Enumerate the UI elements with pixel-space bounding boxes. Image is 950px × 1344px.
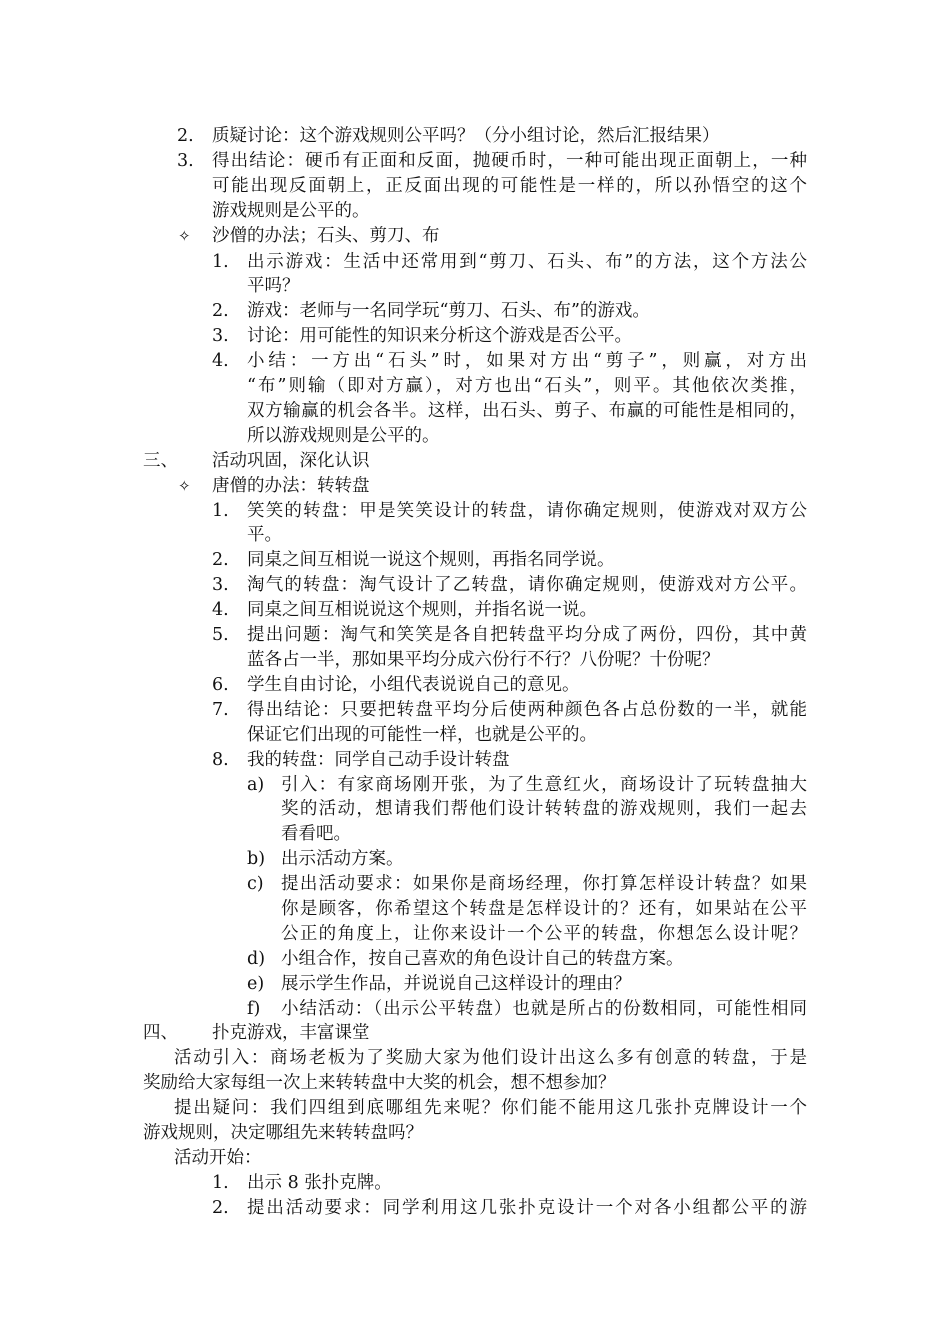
sub-heading: 沙僧的办法；石头、剪刀、布 xyxy=(212,226,440,246)
sub-list-item xyxy=(0,947,950,971)
paragraph-line: 公正的角度上，让你来设计一个公平的转盘，你想怎么设计呢？ xyxy=(281,924,807,944)
paragraph-line: 出示活动方案。 xyxy=(281,849,404,869)
paragraph-line: 平吗？ xyxy=(247,276,300,296)
list-number: 3. xyxy=(212,575,229,595)
continuation-line xyxy=(0,424,950,448)
bullet-item xyxy=(0,224,950,248)
list-item xyxy=(0,748,950,772)
paragraph xyxy=(0,1146,950,1170)
list-item xyxy=(0,299,950,323)
paragraph-line: 活动引入：商场老板为了奖励大家为他们设计出这么多有创意的转盘，于是 xyxy=(174,1048,807,1068)
paragraph-line: 学生自由讨论，小组代表说说自己的意见。 xyxy=(247,675,580,695)
paragraph-line: 提出问题：淘气和笑笑是各自把转盘平均分成了两份，四份，其中黄 xyxy=(247,625,807,645)
list-number: 7. xyxy=(212,700,229,720)
list-item xyxy=(0,1196,950,1220)
paragraph-line: 笑笑的转盘：甲是笑笑设计的转盘，请你确定规则，使游戏对双方公 xyxy=(247,501,807,521)
continuation-line xyxy=(0,274,950,298)
continuation-line xyxy=(0,374,950,398)
paragraph-line: 同桌之间互相说说这个规则，并指名说一说。 xyxy=(247,600,597,620)
list-item xyxy=(0,1171,950,1195)
continuation-line xyxy=(0,174,950,198)
paragraph-line: 蓝各占一半，那如果平均分成六份行不行？八份呢？十份呢？ xyxy=(247,650,720,670)
continuation-line xyxy=(0,897,950,921)
paragraph-line: 同桌之间互相说一说这个规则，再指名同学说。 xyxy=(247,550,615,570)
continuation-line xyxy=(0,648,950,672)
paragraph-line: 所以游戏规则是公平的。 xyxy=(247,426,440,446)
list-number: 2. xyxy=(212,1198,229,1218)
paragraph-line: “布”则输（即对方赢），对方也出“石头”，则平。其他依次类推， xyxy=(247,376,807,396)
sub-heading: 唐僧的办法：转转盘 xyxy=(212,476,370,496)
section-number: 三、 xyxy=(143,451,178,471)
list-item xyxy=(0,573,950,597)
list-number: 2. xyxy=(212,301,229,321)
list-number: 4. xyxy=(212,600,229,620)
paragraph-line: 小结：一方出“石头”时，如果对方出“剪子”，则赢，对方出 xyxy=(247,351,807,371)
paragraph xyxy=(0,1096,950,1120)
paragraph-line: 讨论：用可能性的知识来分析这个游戏是否公平。 xyxy=(247,326,632,346)
paragraph-line: 引入：有家商场刚开张，为了生意红火，商场设计了玩转盘抽大 xyxy=(281,775,807,795)
paragraph-line: 平。 xyxy=(247,525,282,545)
list-item xyxy=(0,673,950,697)
list-number: 8. xyxy=(212,750,229,770)
diamond-bullet-icon: ✧ xyxy=(178,227,191,245)
diamond-bullet-icon: ✧ xyxy=(178,477,191,495)
list-letter: d) xyxy=(247,949,266,969)
list-number: 3. xyxy=(177,151,194,171)
section-title: 扑克游戏，丰富课堂 xyxy=(212,1023,370,1043)
paragraph xyxy=(0,1046,950,1070)
list-number: 2. xyxy=(177,126,194,146)
list-letter: a) xyxy=(247,775,265,795)
paragraph-line: 看看吧。 xyxy=(281,824,351,844)
list-number: 6. xyxy=(212,675,229,695)
paragraph-line: 游戏规则，决定哪组先来转转盘吗？ xyxy=(143,1123,423,1143)
list-letter: c) xyxy=(247,874,264,894)
continuation-line xyxy=(0,723,950,747)
paragraph-continuation xyxy=(0,1071,950,1095)
paragraph-line: 淘气的转盘：淘气设计了乙转盘，请你确定规则，使游戏对方公平。 xyxy=(247,575,807,595)
list-item xyxy=(0,250,950,274)
paragraph-line: 质疑讨论：这个游戏规则公平吗？（分小组讨论，然后汇报结果） xyxy=(212,126,720,146)
list-item xyxy=(0,598,950,622)
paragraph-line: 可能出现反面朝上，正反面出现的可能性是一样的，所以孙悟空的这个 xyxy=(212,176,807,196)
list-letter: f) xyxy=(247,999,261,1019)
list-number: 5. xyxy=(212,625,229,645)
section-heading xyxy=(0,449,950,473)
paragraph-line: 出示 8 张扑克牌。 xyxy=(247,1173,392,1193)
list-item xyxy=(0,499,950,523)
sub-list-item xyxy=(0,997,950,1021)
paragraph-line: 奖的活动，想请我们帮他们设计转转盘的游戏规则，我们一起去 xyxy=(281,799,807,819)
continuation-line xyxy=(0,523,950,547)
continuation-line xyxy=(0,922,950,946)
section-heading xyxy=(0,1021,950,1045)
paragraph-line: 提出活动要求：同学利用这几张扑克设计一个对各小组都公平的游 xyxy=(247,1198,807,1218)
list-item xyxy=(0,349,950,373)
list-number: 1. xyxy=(212,1173,229,1193)
paragraph-line: 我的转盘：同学自己动手设计转盘 xyxy=(247,750,510,770)
paragraph-line: 游戏：老师与一名同学玩“剪刀、石头、布”的游戏。 xyxy=(247,301,650,321)
list-number: 1. xyxy=(212,501,229,521)
paragraph-line: 保证它们出现的可能性一样，也就是公平的。 xyxy=(247,725,597,745)
paragraph-line: 小组合作，按自己喜欢的角色设计自己的转盘方案。 xyxy=(281,949,684,969)
paragraph-line: 活动开始： xyxy=(174,1148,262,1168)
paragraph-line: 提出活动要求：如果你是商场经理，你打算怎样设计转盘？如果 xyxy=(281,874,807,894)
sub-list-item xyxy=(0,972,950,996)
paragraph-line: 你是顾客，你希望这个转盘是怎样设计的？还有，如果站在公平 xyxy=(281,899,807,919)
list-number: 2. xyxy=(212,550,229,570)
list-number: 4. xyxy=(212,351,229,371)
paragraph-line: 奖励给大家每组一次上来转转盘中大奖的机会，想不想参加？ xyxy=(143,1073,616,1093)
list-item xyxy=(0,124,950,148)
continuation-line xyxy=(0,399,950,423)
list-letter: b) xyxy=(247,849,266,869)
sub-list-item xyxy=(0,847,950,871)
section-number: 四、 xyxy=(143,1023,178,1043)
bullet-item xyxy=(0,474,950,498)
list-item xyxy=(0,149,950,173)
paragraph-line: 游戏规则是公平的。 xyxy=(212,201,370,221)
list-item xyxy=(0,324,950,348)
paragraph-line: 出示游戏：生活中还常用到“剪刀、石头、布”的方法，这个方法公 xyxy=(247,252,807,272)
paragraph-line: 双方输赢的机会各半。这样，出石头、剪子、布赢的可能性是相同的， xyxy=(247,401,807,421)
continuation-line xyxy=(0,822,950,846)
sub-list-item xyxy=(0,872,950,896)
paragraph-continuation xyxy=(0,1121,950,1145)
list-letter: e) xyxy=(247,974,265,994)
continuation-line xyxy=(0,199,950,223)
list-item xyxy=(0,698,950,722)
list-number: 1. xyxy=(212,252,229,272)
paragraph-line: 提出疑问：我们四组到底哪组先来呢？你们能不能用这几张扑克牌设计一个 xyxy=(174,1098,807,1118)
list-item xyxy=(0,548,950,572)
paragraph-line: 小结活动：（出示公平转盘）也就是所占的份数相同，可能性相同 xyxy=(281,999,807,1019)
section-title: 活动巩固，深化认识 xyxy=(212,451,370,471)
list-number: 3. xyxy=(212,326,229,346)
sub-list-item xyxy=(0,773,950,797)
paragraph-line: 展示学生作品，并说说自己这样设计的理由？ xyxy=(281,974,631,994)
paragraph-line: 得出结论：硬币有正面和反面，抛硬币时，一种可能出现正面朝上，一种 xyxy=(212,151,807,171)
paragraph-line: 得出结论：只要把转盘平均分后使两种颜色各占总份数的一半，就能 xyxy=(247,700,807,720)
continuation-line xyxy=(0,797,950,821)
list-item xyxy=(0,623,950,647)
